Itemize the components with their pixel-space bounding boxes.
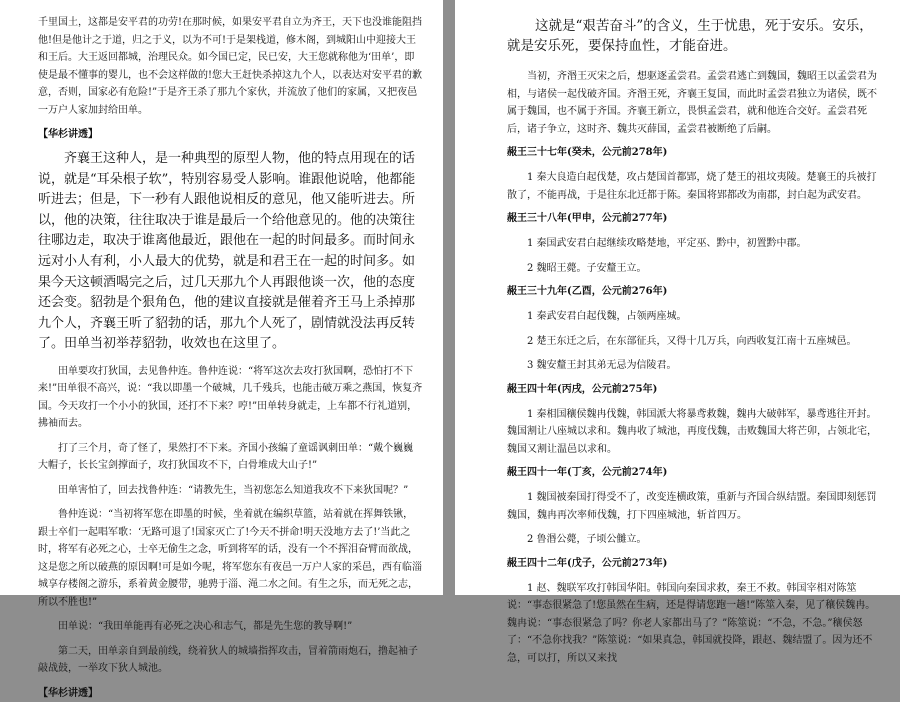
year-entry: 1 魏国被秦国打得受不了，改变连横政策，重新与齐国合纵结盟。秦国即刻惩罚魏国，魏冉再次率师伐魏，打下四座城池，斩首四万。 — [507, 492, 877, 521]
story-paragraph: 打了三个月，奇了怪了，果然打不下来。齐国小孩编了童谣讽刺田单：“戴个巍巍大帽子，长长宝剑撑面子，攻打狄国攻不下，白骨堆成大山子!” — [38, 442, 414, 472]
year-heading: 赧王四十年(丙戌，公元前275年) — [507, 383, 658, 395]
year-entry: 3 魏安釐王封其弟无忌为信陵君。 — [527, 360, 677, 371]
year-entry: 1 秦相国穰侯魏冉伐魏，韩国派大将暴鸢救魏，魏冉大破韩军，暴鸢逃往开封。魏国割让八座城以求和。魏冉收了城池，再度伐魏，击败魏国大将芒卯，占领北宅，魏国又割让温邑以求和。 — [507, 408, 877, 455]
lead-paragraph: 这就是“艰苦奋斗”的含义，生于忧患，死于安乐。安乐，就是安乐死，要保持血性，才能奋进。 — [507, 18, 873, 54]
year-section — [507, 145, 884, 204]
year-heading: 赧王四十一年(丁亥，公元前274年) — [507, 467, 668, 478]
year-section — [507, 465, 884, 549]
section-heading: 【华杉讲透】 — [38, 129, 98, 140]
year-entry: 1 秦大良造白起伐楚，攻占楚国首都郢，烧了楚王的祖坟夷陵。楚襄王的兵被打散了，不能再战，于是往东北迁都于陈。秦国将郢都改为南郡，封白起为武安君。 — [507, 172, 877, 201]
right-page — [455, 0, 900, 664]
story-paragraph: 田单要攻打狄国，去见鲁仲连。鲁仲连说：“将军这次去攻打狄国啊，恐怕打不下来!”田单很不高兴，说：“我以即墨一个破城，几千残兵，也能击破万乘之燕国，恢复齐国。今天攻打一个小小的狄国，还打不下来？哼!”田单转身就走，上车都不行礼道别，拂袖而去。 — [38, 365, 423, 430]
year-section — [507, 211, 884, 277]
section-heading: 【华杉讲透】 — [38, 687, 98, 699]
year-heading: 赧王三十九年(乙酉，公元前276年) — [507, 286, 668, 297]
year-heading: 赧王三十七年(癸未，公元前278年) — [507, 147, 668, 158]
year-heading: 赧王四十二年(戊子，公元前273年) — [507, 557, 668, 569]
year-heading: 赧王三十八年(甲申，公元前277年) — [507, 213, 668, 224]
year-section — [507, 382, 884, 459]
year-entry: 2 楚王东迁之后，在东部征兵，又得十几万兵，向西收复江南十五座城邑。 — [527, 335, 857, 347]
story-paragraph: 鲁仲连说：“当初将军您在即墨的时候，坐着就在编织草篮，站着就在挥舞铁锹，跟士卒们一起唱军歌：‘无路可退了!国家灭亡了!今天不拼命!明天没地方去了!’当此之时，将军有必死之心，士卒无偷生之念，听到将军的话，没有一个不挥泪奋臂而欲战，这是您之所以破燕的原因啊!可是如今呢，将军您东有夜邑一万户人家的采邑，西有临淄城享存楼阁之游乐，系着黄金腰带，驰骋于淄、渑二水之间。有生之乐，而无死之志，所以不胜也!” — [38, 509, 423, 608]
year-entry: 1 赵、魏联军攻打韩国华阳。韩国向秦国求救，秦王不救。韩国宰相对陈筮说：“事态很紧急了!您虽然在生病，还是得请您跑一趟!”陈筮入秦，见了穰侯魏冉。魏冉说：“事态很紧急了吗？你老人家都出马了？”陈筮说：“不急，不急。”穰侯怒了：“不急你找我？”陈筮说：“如果真急，韩国就投降，跟赵、魏结盟了。因为还不急，可以打，所以又来找 — [507, 582, 876, 664]
page-gutter — [443, 0, 455, 595]
year-section — [507, 284, 884, 375]
story-paragraph: 第二天，田单亲自到最前线，绕着狄人的城墙指挥攻击，冒着箭雨炮石，撸起袖子敲战鼓，一举攻下狄人城池。 — [38, 645, 418, 675]
left-page — [0, 0, 443, 699]
story-paragraph: 田单害怕了，回去找鲁仲连：“请教先生，当初您怎么知道我攻不下来狄国呢？” — [58, 484, 409, 496]
year-entry: 2 魏昭王薨。子安釐王立。 — [527, 262, 647, 274]
story-paragraph: 田单说：“我田单能再有必死之决心和志气，都是先生您的教导啊!” — [58, 621, 353, 633]
commentary-paragraph: 齐襄王这种人，是一种典型的原型人物，他的特点用现在的话说，就是“耳朵根子软”，特别容易受人影响。谁跟他说啥，他都能听进去；但是，下一秒有人跟他说相反的意见，他又能听进去。所以，他的决策，往往取决于谁是最后一个给他意见的。他的决策往往哪边走，取决于谁离他最近，跟他在一起的时间最多。而时间永远对小人有利，小人最大的优势，就是和君王在一起的时间多。如果今天这顿酒喝完之后，过几天那九个人再跟他谈一次，他的态度还会变。貂勃是个狠角色，他的建议直接就是催着齐王马上杀掉那九个人，齐襄王听了貂勃的话，那九个人死了，剧情就没法再反转了。田单当初举荐貂勃，收效也在这里了。 — [38, 151, 416, 352]
year-section — [507, 556, 884, 668]
summary-paragraph: 当初，齐湣王灭宋之后，想驱逐孟尝君。孟尝君逃亡到魏国，魏昭王以孟尝君为相，与诸侯一起伐破齐国。齐湣王死，齐襄王复国，而此时孟尝君独立为诸侯，既不属于魏国，也不属于齐国。齐襄王新立，畏惧孟尝君，就和他连合交好。孟尝君死后，诸子争立，这时齐、魏共灭薛国，孟尝君被断绝了后嗣。 — [507, 71, 877, 135]
year-entry: 2 鲁湣公薨，子顷公雠立。 — [527, 534, 647, 545]
intro-paragraph: 千里国土，这都是安平君的功劳!在那时候，如果安平君自立为齐王，天下也没谁能阻挡他!但是他计之于道，归之于义，以为不可!于是架栈道，修木阁，到城阳山中迎接大王和王后。大王返回都城，治理民众。如今国已定，民已安，大王您就称他为‘田单’，即使是最不懂事的婴儿，也不会这样做的!您大王赶快杀掉这九个人，以表达对安平君的歉意，否则，国家必有危险!”于是齐王杀了那九个家伙，并流放了他们的家属，又把夜邑一万户人家加封给田单。 — [38, 17, 423, 116]
year-entry: 1 秦国武安君白起继续攻略楚地，平定巫、黔中，初置黔中郡。 — [527, 238, 807, 249]
year-entry: 1 秦武安君白起伐魏，占领两座城。 — [527, 311, 687, 322]
